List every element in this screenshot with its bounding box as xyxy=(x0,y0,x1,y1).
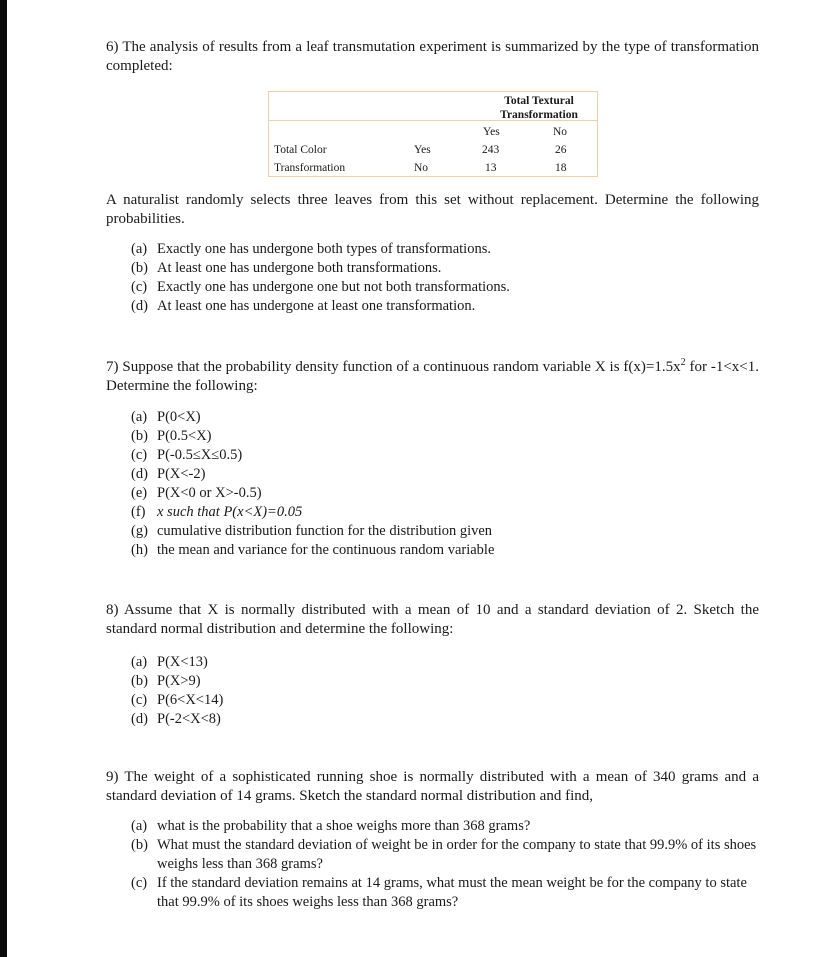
list-item: (b) What must the standard deviation of weight be in order for the company to state that 99.9% of its shoes weighs less than 368 grams? xyxy=(131,837,757,872)
table-row-label-2: Transformation xyxy=(274,162,346,174)
list-item: (a) what is the probability that a shoe weighs more than 368 grams? xyxy=(131,818,531,834)
q8-parts xyxy=(131,653,761,729)
list-item: (c) P(6<X<14) xyxy=(131,692,224,708)
list-item: (g) cumulative distribution function for the distribution given xyxy=(131,523,493,539)
table-cell-no-no: 18 xyxy=(555,162,567,174)
q7-parts xyxy=(131,408,761,560)
list-item: (c) Exactly one has undergone one but not both transformations. xyxy=(131,279,510,295)
list-item: (b) P(X>9) xyxy=(131,673,201,689)
q8-intro: 8) Assume that X is normally distributed with a mean of 10 and a standard deviation of 2. Sketch the standard normal distribution and determine the following: xyxy=(106,602,759,637)
list-item: (f) x such that P(x<X)=0.05 xyxy=(131,504,303,520)
list-item: (a) Exactly one has undergone both types of transformations. xyxy=(131,241,491,257)
q6-contingency-table xyxy=(268,91,598,177)
list-item: (a) P(X<13) xyxy=(131,654,208,670)
list-item: (d) At least one has undergone at least one transformation. xyxy=(131,298,476,314)
q6-intro: 6) The analysis of results from a leaf transmutation experiment is summarized by the type of transformation completed: xyxy=(106,39,759,74)
list-item: (b) At least one has undergone both transformations. xyxy=(131,260,442,276)
list-item: (d) P(X<-2) xyxy=(131,466,206,482)
q9-parts xyxy=(131,817,759,912)
table-cell-yes-no: 26 xyxy=(555,144,567,156)
table-cell-no-yes: 13 xyxy=(485,162,497,174)
table-header-title: Total Textural Transformation xyxy=(500,95,578,121)
list-item: (h) the mean and variance for the continuous random variable xyxy=(131,542,495,558)
list-item: (a) P(0<X) xyxy=(131,409,201,425)
list-item: (c) P(-0.5≤X≤0.5) xyxy=(131,447,243,463)
table-col-no: No xyxy=(553,126,568,138)
q6-body: A naturalist randomly selects three leaves from this set without replacement. Determine the following probabilities. xyxy=(106,192,759,227)
list-item: (b) P(0.5<X) xyxy=(131,428,212,444)
table-row-no-label: No xyxy=(414,162,429,174)
table-row-yes-label: Yes xyxy=(414,144,431,156)
list-item: (c) If the standard deviation remains at 14 grams, what must the mean weight be for the company to state that 99.9% of its shoes weighs less than 368 grams? xyxy=(131,875,747,910)
q9-intro: 9) The weight of a sophisticated running shoe is normally distributed with a mean of 340 grams and a standard deviation of 14 grams. Sketch the standard normal distribution and find, xyxy=(106,769,759,804)
table-col-yes: Yes xyxy=(483,126,500,138)
q6-parts xyxy=(131,240,761,316)
list-item: (e) P(X<0 or X>-0.5) xyxy=(131,485,262,501)
list-item: (d) P(-2<X<8) xyxy=(131,711,221,727)
q7-intro: 7) Suppose that the probability density function of a continuous random variable X is $f(x)=1.5x^2$ for -1<x<1. Determine the following: xyxy=(106,357,760,394)
table-cell-yes-yes: 243 xyxy=(482,144,500,156)
table-row-label-1: Total Color xyxy=(274,144,327,156)
